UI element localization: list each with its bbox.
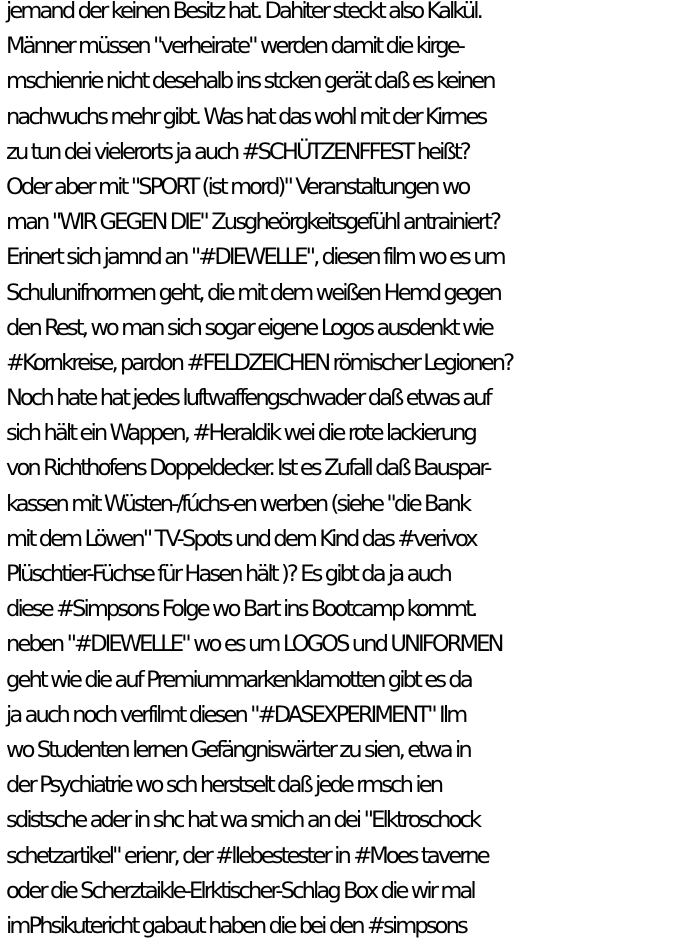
text-line: wo Studenten lernen Gefängniswärter zu sien, etwa in [6,736,470,763]
text-line: mit dem Löwen" TV-Spots und dem Kind das #verivox [6,525,476,552]
text-line: Noch hate hat jedes luftwaffengschwader daß etwas auf [6,385,490,412]
text-line: schetzartikel" erienr, der #lIebestester in #Moes taverne [6,842,488,869]
text-line: von Richthofens Doppeldecker. Ist es Zufall daß Bauspar- [6,455,490,482]
text-line: diese #Simpsons Folge wo Bart ins Bootcamp kommt. [6,596,476,623]
text-line: ja auch noch verfilmt diesen "#DASEXPERIMENT" Ilm [6,701,466,728]
text-line: mschienrie nicht desehalb ins stcken gerät daß es keinen [6,68,494,95]
text-line: jemand der keinen Besitz hat. Dahiter steckt also Kalkül. [6,0,481,24]
text-line: den Rest, wo man sich sogar eigene Logos ausdenkt wie [6,314,492,341]
text-line: nachwuchs mehr gibt. Was hat das wohl mit der Kirmes [6,103,486,130]
text-line: man "WIR GEGEN DIE" Zusgheörgkeitsgefühl antrainiert? [6,209,500,236]
text-line: sich hält ein Wappen, #Heraldik wei die rote lackierung [6,420,475,447]
text-line: Erinert sich jamnd an "#DIEWELLE", diesen film wo es um [6,244,504,271]
text-line: neben "#DIEWELLE" wo es um LOGOS und UNIFORMEN [6,631,502,658]
text-line: Schulunifnormen geht, die mit dem weißen Hemd gegen [6,279,500,306]
text-line: #Kornkreise, pardon #FELDZEICHEN römischer Legionen? [6,349,513,376]
text-line: geht wie die auf Premiummarkenklamotten gibt es da [6,666,471,693]
text-line: zu tun dei vielerorts ja auch #SCHÜTZENFFEST heißt? [6,138,469,165]
text-line: Oder aber mit "SPORT (ist mord)" Veranstaltungen wo [6,173,469,200]
text-line: der Psychiatrie wo sch herstselt daß jede rmsch ien [6,772,442,799]
text-line: imPhsikutericht gabaut haben die bei den #simpsons [6,912,466,939]
text-line: oder die Scherztaikle-Elrktischer-Schlag Box die wir mal [6,877,474,904]
text-line: kassen mit Wüsten-/fúchs-en werben (siehe "die Bank [6,490,470,517]
text-line: Männer müssen "verheirate" werden damit die kirge- [6,33,464,60]
text-line: sdistsche ader in shc hat wa smich an dei "Elktroschock [6,807,480,834]
text-line: Plüschtier-Füchse für Hasen hält )? Es gibt da ja auch [6,561,450,587]
document-text [6,0,684,944]
